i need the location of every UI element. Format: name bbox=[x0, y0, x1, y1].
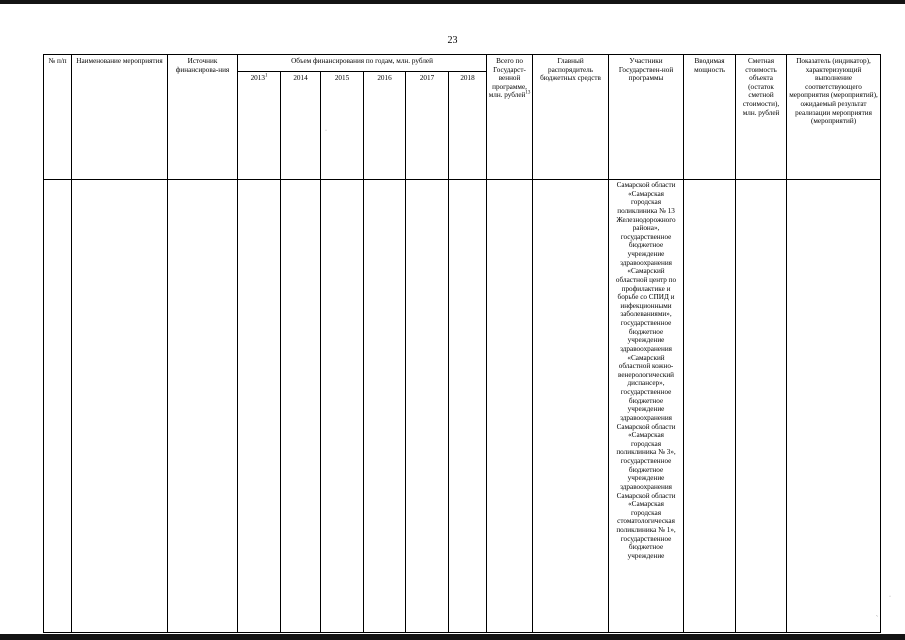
scan-speck: · bbox=[889, 594, 891, 600]
header-total bbox=[487, 55, 533, 180]
cell-source bbox=[168, 180, 238, 633]
participant-line: здравоохранения bbox=[620, 482, 672, 491]
header-estimated-cost: Сметная стоимость объекта (остаток сметной стоимости), млн. рублей bbox=[736, 55, 787, 180]
header-year-2013 bbox=[238, 72, 281, 180]
participant-line: заболеваниями», bbox=[620, 310, 672, 319]
cell-num bbox=[44, 180, 72, 633]
header-funding-title: Объем финансирования по годам, млн. рублей bbox=[238, 55, 487, 72]
participant-line: поликлиника № 3», bbox=[616, 448, 676, 457]
participant-line: государственное bbox=[620, 457, 672, 465]
header-year-2018: 2018 bbox=[449, 72, 487, 180]
header-year-2014: 2014 bbox=[281, 72, 321, 180]
participants-list bbox=[609, 180, 683, 561]
participant-line: учреждение bbox=[627, 551, 665, 560]
participant-line: здравоохранения bbox=[620, 258, 672, 267]
header-name: Наименование мероприятия bbox=[72, 55, 168, 180]
participant-line: бюджетное bbox=[628, 241, 664, 250]
header-num: № п/п bbox=[44, 55, 72, 180]
participant-line: государственное bbox=[620, 534, 672, 543]
participant-line: «Самарская bbox=[628, 500, 664, 509]
header-participants: Участники Государствен-ной программы bbox=[609, 55, 684, 180]
participant-line: городская bbox=[630, 439, 662, 448]
participant-line: бюджетное bbox=[628, 543, 664, 552]
cell-participants bbox=[609, 180, 684, 633]
cell-manager bbox=[533, 180, 609, 633]
cell-2013 bbox=[238, 180, 281, 633]
header-year-2016: 2016 bbox=[364, 72, 406, 180]
cell-2015 bbox=[321, 180, 364, 633]
header-source: Источник финансирова-ния bbox=[168, 55, 238, 180]
cell-total bbox=[487, 180, 533, 633]
cell-2018 bbox=[449, 180, 487, 633]
participant-line: диспансер», bbox=[627, 379, 665, 388]
participant-line: городская bbox=[630, 508, 662, 517]
participant-line: Самарской области bbox=[616, 422, 676, 431]
bottom-border bbox=[0, 634, 905, 640]
participant-line: поликлиника № 1», bbox=[616, 526, 676, 534]
participant-line: областной центр по bbox=[615, 275, 677, 284]
cell-2014 bbox=[281, 180, 321, 633]
participant-line: государственное bbox=[620, 388, 672, 396]
participant-line: учреждение bbox=[627, 405, 665, 414]
top-border bbox=[0, 0, 905, 4]
cell-2017 bbox=[406, 180, 449, 633]
participant-line: городская bbox=[630, 198, 662, 207]
header-indicator: Показатель (индикатор), характеризующий выполнение соответствующего мероприятия (мероприятий), ожидаемый результат реализации мероприятия (мероприятий) bbox=[787, 55, 881, 180]
cell-indicator bbox=[787, 180, 881, 633]
cell-capacity bbox=[684, 180, 736, 633]
scan-speck: ` bbox=[876, 616, 878, 622]
participant-line: областной кожно- bbox=[618, 362, 674, 371]
participant-line: бюджетное bbox=[628, 465, 664, 474]
year-2013-text: 2013 bbox=[250, 74, 265, 82]
participant-line: учреждение bbox=[627, 250, 665, 258]
cell-estimated-cost bbox=[736, 180, 787, 633]
participant-line: государственное bbox=[620, 319, 672, 327]
header-manager: Главный распорядитель бюджетных средств bbox=[533, 55, 609, 180]
participant-line: поликлиника № 13 bbox=[617, 206, 675, 215]
participant-line: инфекционными bbox=[620, 301, 672, 310]
participant-line: учреждение bbox=[627, 336, 665, 345]
cell-name bbox=[72, 180, 168, 633]
participant-line: борьбе со СПИД и bbox=[617, 293, 675, 302]
header-total-text: Всего по Государст-венной программе, млн. рублей bbox=[488, 57, 527, 100]
participant-line: Самарской области bbox=[616, 181, 676, 189]
participant-line: учреждение bbox=[627, 474, 665, 483]
cell-2016 bbox=[364, 180, 406, 633]
participant-line: Самарской области bbox=[616, 491, 676, 500]
participant-line: «Самарская bbox=[628, 189, 664, 198]
participant-line: Железнодорожного bbox=[616, 215, 676, 224]
participant-line: «Самарская bbox=[628, 431, 664, 440]
participant-line: здравоохранения bbox=[620, 344, 672, 353]
header-capacity: Вводимая мощность bbox=[684, 55, 736, 180]
header-total-note: 13 bbox=[525, 90, 531, 96]
participant-line: стоматологическая bbox=[617, 517, 675, 526]
participant-line: бюджетное bbox=[628, 396, 664, 405]
participant-line: венерологический bbox=[618, 370, 675, 379]
participant-line: «Самарский bbox=[627, 353, 665, 362]
year-2013-note: 1 bbox=[264, 73, 268, 79]
participant-line: «Самарский bbox=[627, 267, 665, 276]
participant-line: бюджетное bbox=[628, 327, 664, 336]
funding-table bbox=[43, 54, 881, 633]
header-year-2017: 2017 bbox=[406, 72, 449, 180]
participant-line: района», bbox=[632, 224, 660, 233]
scan-speck: · bbox=[325, 128, 327, 134]
page-number: 23 bbox=[447, 35, 458, 46]
participant-line: профилактике и bbox=[621, 284, 671, 293]
participant-line: государственное bbox=[620, 232, 672, 241]
header-year-2015: 2015 bbox=[321, 72, 364, 180]
participant-line: здравоохранения bbox=[620, 413, 672, 422]
